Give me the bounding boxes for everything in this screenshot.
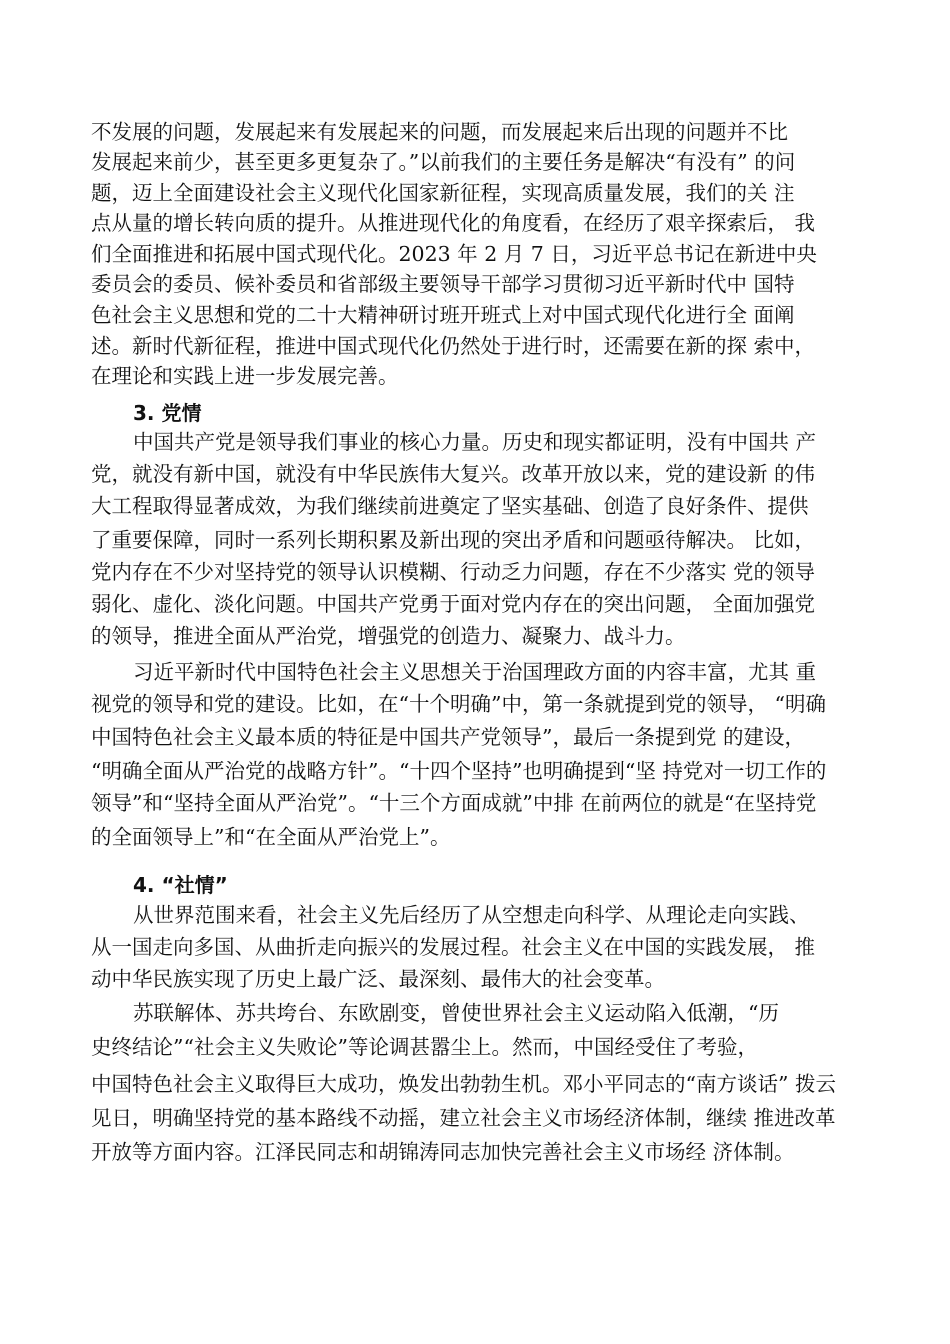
text-line: 党，就没有新中国，就没有中华民族伟大复兴。改革开放以来，党的建设新 的伟	[91, 462, 816, 486]
text-line: 从一国走向多国、从曲折走向振兴的发展过程。社会主义在中国的实践发展， 推	[91, 935, 816, 959]
text-line: 述。新时代新征程，推进中国式现代化仍然处于进行时，还需要在新的探 索中，	[91, 334, 816, 358]
text-line: 党内存在不少对坚持党的领导认识模糊、行动乏力问题，存在不少落实 党的领导	[91, 560, 816, 584]
text-line: 史终结论”“社会主义失败论”等论调甚嚣尘上。然而，中国经受住了考验，	[91, 1035, 758, 1059]
text-line: 发展起来前少，甚至更多更复杂了。”以前我们的主要任务是解决“有没有” 的问	[91, 150, 796, 174]
text-line: 在理论和实践上进一步发展完善。	[91, 364, 399, 388]
text-line: 习近平新时代中国特色社会主义思想关于治国理政方面的内容丰富，尤其 重	[133, 660, 817, 684]
text-line: 题，迈上全面建设社会主义现代化国家新征程，实现高质量发展，我们的关 注	[91, 181, 795, 205]
text-line: 开放等方面内容。江泽民同志和胡锦涛同志加快完善社会主义市场经 济体制。	[91, 1140, 795, 1164]
text-line: 弱化、虚化、淡化问题。中国共产党勇于面对党内存在的突出问题， 全面加强党	[91, 592, 816, 616]
text-line: 点从量的增长转向质的提升。从推进现代化的角度看，在经历了艰辛探索后， 我	[91, 211, 816, 235]
text-line: 动中华民族实现了历史上最广泛、最深刻、最伟大的社会变革。	[91, 967, 665, 991]
text-line: 大工程取得显著成效，为我们继续前进奠定了坚实基础、创造了良好条件、提供	[91, 494, 809, 518]
text-line: 见日，明确坚持党的基本路线不动摇，建立社会主义市场经济体制，继续 推进改革	[91, 1106, 836, 1130]
text-line: 视党的领导和党的建设。比如，在“十个明确”中，第一条就提到党的领导， “明确	[91, 692, 826, 716]
text-line: 中国共产党是领导我们事业的核心力量。历史和现实都证明，没有中国共 产	[133, 430, 817, 454]
text-line: 中国特色社会主义最本质的特征是中国共产党领导”，最后一条提到党 的建设，	[91, 725, 805, 749]
text-line: 的全面领导上”和“在全面从严治党上”。	[91, 825, 451, 849]
text-line: “明确全面从严治党的战略方针”。“十四个坚持”也明确提到“坚 持党对一切工作的	[91, 759, 827, 783]
text-line: 色社会主义思想和党的二十大精神研讨班开班式上对中国式现代化进行全 面阐	[91, 303, 795, 327]
section-heading-society: 4. “社情”	[133, 873, 228, 897]
text-line: 苏联解体、苏共垮台、东欧剧变，曾使世界社会主义运动陷入低潮，“历	[133, 1001, 779, 1025]
text-line: 从世界范围来看，社会主义先后经历了从空想走向科学、从理论走向实践、	[133, 903, 810, 927]
text-line: 不发展的问题，发展起来有发展起来的问题，而发展起来后出现的问题并不比	[91, 120, 788, 144]
text-line: 中国特色社会主义取得巨大成功，焕发出勃勃生机。邓小平同志的“南方谈话” 拨云	[91, 1072, 836, 1096]
text-line: 领导”和“坚持全面从严治党”。“十三个方面成就”中排 在前两位的就是“在坚持党	[91, 791, 817, 815]
text-line: 了重要保障，同时一系列长期积累及新出现的突出矛盾和问题亟待解决。 比如，	[91, 528, 816, 552]
text-line: 的领导，推进全面从严治党，增强党的创造力、凝聚力、战斗力。	[91, 624, 686, 648]
section-heading-party: 3. 党情	[133, 401, 202, 425]
text-line: 们全面推进和拓展中国式现代化。2023 年 2 月 7 日，习近平总书记在新进中央	[91, 242, 817, 266]
text-line: 委员会的委员、候补委员和省部级主要领导干部学习贯彻习近平新时代中 国特	[91, 272, 795, 296]
